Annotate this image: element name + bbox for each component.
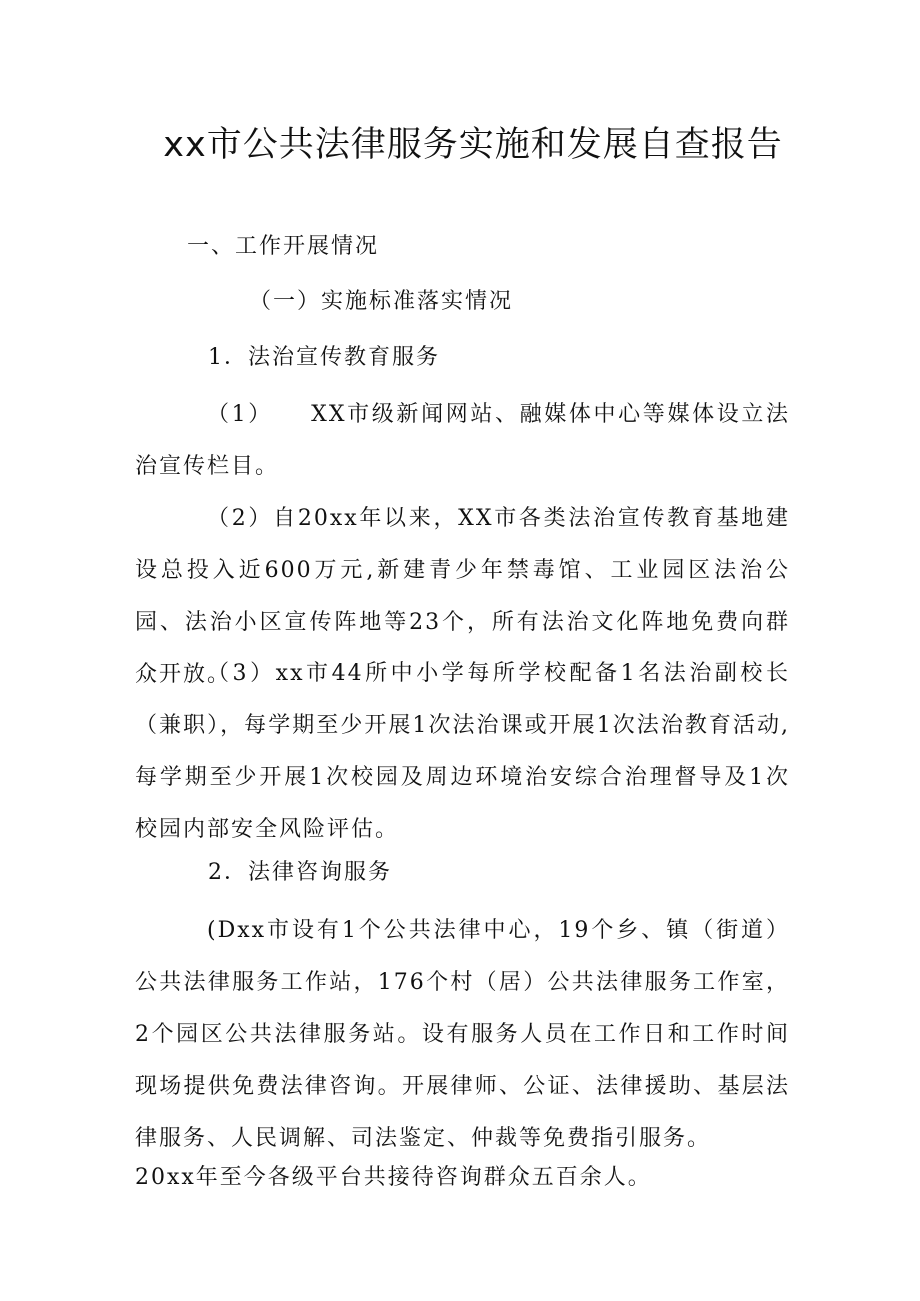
paragraph-1: （1） XX市级新闻网站、融媒体中心等媒体设立法治宣传栏目。 xyxy=(135,402,790,479)
paragraph-5: 20xx年至今各级平台共接待咨询群众五百余人。 xyxy=(135,1165,652,1190)
paragraph-4: (Dxx市设有1个公共法律中心，19个乡、镇（街道）公共法律服务工作站，176个村（居）公共法律服务工作室，2个园区公共法律服务站。设有服务人员在工作日和工作时间现场提供免费法律咨询。开展律师、公证、法律援助、基层法律服务、人民调解、司法鉴定、仲裁等免费指引服务。 xyxy=(135,918,790,1151)
document-title: xx市公共法律服务实施和发展自查报告 xyxy=(163,125,783,165)
subsection-heading-standards: （一）实施标准落实情况 xyxy=(249,289,514,314)
item-heading-legal-education: 1．法治宣传教育服务 xyxy=(208,345,440,370)
section-heading-work-status: 一、工作开展情况 xyxy=(187,234,380,259)
item-heading-legal-consulting: 2．法律咨询服务 xyxy=(208,860,392,885)
paragraph-3: （3）xx市44所中小学每所学校配备1名法治副校长（兼职），每学期至少开展1次法治课或开展1次法治教育活动,每学期至少开展1次校园及周边环境治安综合治理督导及1次校园内部安全风险评估。 xyxy=(135,661,790,842)
paragraph-2: （2）自20xx年以来，XX市各类法治宣传教育基地建设总投入近600万元,新建青少年禁毒馆、工业园区法治公园、法治小区宣传阵地等23个，所有法治文化阵地免费向群众开放。 xyxy=(135,506,790,687)
